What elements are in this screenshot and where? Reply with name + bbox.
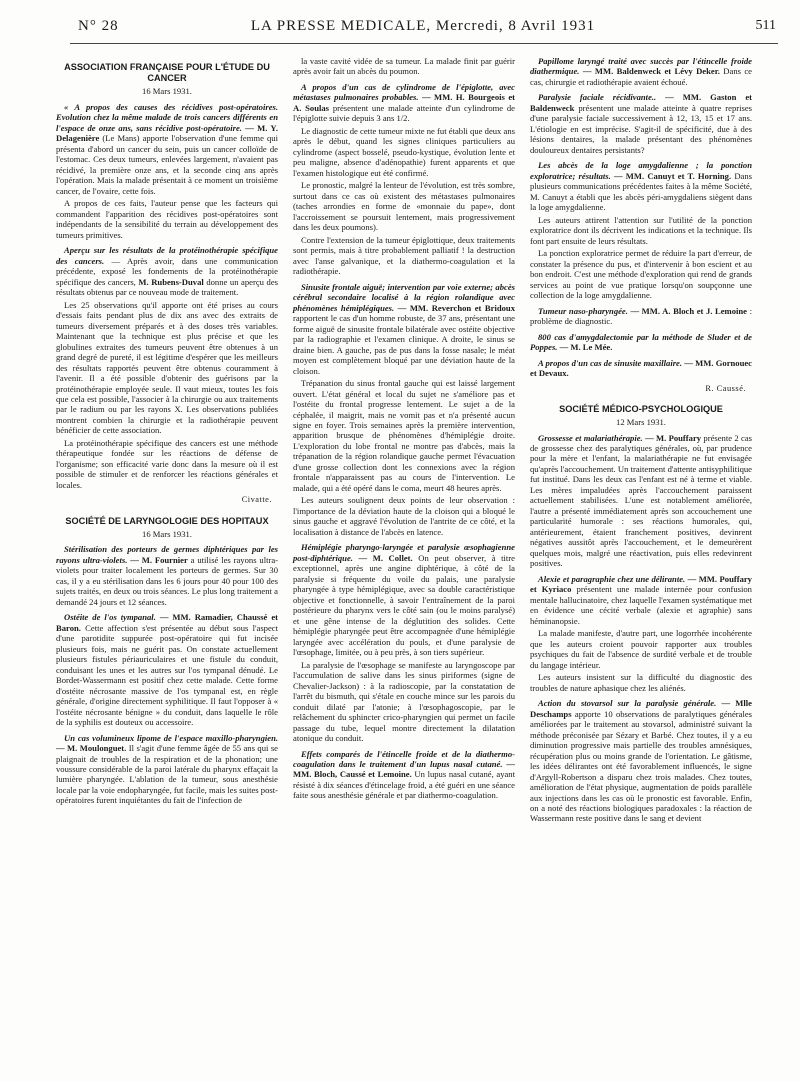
entry-title: A propos d'un cas de sinusite maxillaire. <box>538 357 683 368</box>
entry-authors: — M. Y. Delagenière <box>56 122 278 144</box>
entry-title: Tumeur naso-pharyngée. <box>538 305 628 316</box>
report-entry <box>530 92 752 155</box>
entry-paragraph: A propos de ces faits, l'auteur pense que les facteurs qui commandent l'apparition des récidives post-opératoires sont indépendants de la sensibilité du terrain au développement des tumeurs primitives. <box>56 198 278 240</box>
column-3 <box>530 56 752 829</box>
entry-body: Cette affection s'est présentée au début sous l'aspect d'une parotidite suppurée post-opératoire qui fut incisée plusieurs fois, mais ne guérit pas. On constate actuellement plusieurs fistules périauriculaires et une fistule du conduit, conduisant les unes et les autres sur l'os tympanal dénudé. Le Bordet-Wassermann est positif chez cette malade. Cette forme d'ostéite nécrosante massive de l'os tympanal est, en règle générale, d'origine directement syphilitique. Il faut l'opposer à « l'ostéite nécrosante bénigne » du conduit, dans laquelle le rôle de la syphilis est douteux ou accessoire. <box>56 622 278 728</box>
entry-authors: — MM. Ramadier, Chaussé et Baron. <box>56 612 278 633</box>
entry-body: présentent une malade atteinte à quatre reprises d'une paralysie faciale successivement à 12, 13, 15 et 17 ans. L'étiologie en est imprécise. S'agit-il de spécificité, due à des lésions dentaires, la malade présentant des phénomènes douloureux dentaires persistants? <box>530 102 752 155</box>
entry-paragraph: La ponction exploratrice permet de réduire la part d'erreur, de constater la présence du pus, et d'intervenir à bon escient et au bon endroit. C'est une méthode d'exploration qui rend de grands services au point de vue pratique lorsqu'on soupçonne une collection de la loge amygdalienne. <box>530 248 752 301</box>
entry-authors: — MM. Gaston et Baldenweck <box>530 92 752 113</box>
entry-body: — Après avoir, dans une communication précédente, exposé les fondements de la protéinothérapie spécifique des cancers, <box>56 255 279 287</box>
report-entry <box>530 574 752 693</box>
issue-number: N° 28 <box>78 18 119 34</box>
entry-authors: — Mlle Deschamps <box>530 698 752 719</box>
header-rule <box>70 43 778 44</box>
entry-authors: — M. Collet. <box>358 552 413 563</box>
report-entry <box>56 733 278 806</box>
entry-title: Les abcès de la loge amygdalienne ; la ponction exploratrice; résultats. <box>530 160 752 181</box>
report-entry <box>530 56 752 87</box>
entry-authors: — MM. Baldenweck et Lévy Deker. <box>582 66 720 77</box>
entry-body: présentent une malade atteinte d'un cylindrome de l'épiglotte suivie depuis 3 ans 1/2. <box>293 102 516 124</box>
entry-title: Stérilisation des porteurs de germes diphtériques par les rayons ultra-violets. <box>56 544 278 565</box>
report-entry <box>56 102 278 240</box>
entry-body: la vaste cavité vidée de sa tumeur. La malade finit par guérir après avoir fait un abcès du poumon. <box>293 56 515 77</box>
entry-title: Sinusite frontale aiguë; intervention par voie externe; abcès cérébral secondaire localisé à la région rolandique avec phénomènes hémiplégiques. <box>293 281 515 313</box>
report-entry <box>56 544 278 607</box>
entry-authors: — MM. Bloch, Caussé et Lemoine. <box>293 759 515 780</box>
entry-paragraph: Le pronostic, malgré la lenteur de l'évolution, est très sombre, surtout dans ce cas où existent des métastases pulmonaires (taches arrondies en forme de «monnaie du pape», dont l'accroissement se poursuit lentement, mais progressivement dans les deux poumons). <box>293 180 515 233</box>
entry-body: a utilisé les rayons ultra-violets pour traiter localement les porteurs de germes. Sur 30 cas, il y a eu stérilisation dans les 6 jours pour 40 pour 100 des sujets traités, en deux ou trois séances. Le plus long traitement a demandé 24 jours et 12 séances. <box>56 554 279 607</box>
report-entry <box>530 306 752 327</box>
session-date: 16 Mars 1931. <box>142 528 192 539</box>
entry-paragraph: Le diagnostic de cette tumeur mixte ne fut établi que deux ans après le début, quand les signes cliniques particuliers au cylindrome (aspect bosselé, pseudo-kystique, évolution lente et peu maligne, absence d'adénopathie) furent apparents et que l'examen histologique eut été confirmé. <box>293 125 515 178</box>
entry-body: Il s'agit d'une femme âgée de 55 ans qui se plaignait de troubles de la respiration et de la phonation; une voussure considérable de la paroi latérale du pharynx effaçait la lumière pharyngée. L'ablation de la tumeur, sous anesthésie locale par la voie endopharyngée, fut facile, mais les suites post-opératoires furent inquiétantes du fait de l'infection de <box>56 743 278 806</box>
entry-paragraph: La protéinothérapie spécifique des cancers est une méthode thérapeutique fondée sur les réactions de défense de l'organisme; son efficacité varie donc dans la mesure où il est possible de stimuler et de renforcer les réactions générales et locales. <box>56 437 278 490</box>
entry-body: présente 2 cas de grossesse chez des paralytiques générales, où, par prudence pour la mère et l'enfant, la malariathérapie ne fut envisagée qu'après l'accouchement. Un traitement d'attente antisyphilitique fut institué. Dans les deux cas l'enfant est né à terme et viable. Les mères impaludées après l'accouchement paraissent actuellement stabilisées. L'une est notablement améliorée, l'autre a présenté immédiatement après son accouchement une particularité humorale : ses réactions humorales, qui, antérieurement, étaient franchement positives, devinrent négatives aussitôt après l'accouchement, et le demeurèrent quelques mois, malgré une réactivation, puis elles redevinrent positives. <box>530 432 752 569</box>
entry-paragraph: Les auteurs insistent sur la difficulté du diagnostic des troubles de nature aphasique chez les aliénés. <box>530 672 752 693</box>
signature: Civatte. <box>241 495 272 505</box>
entry-title: Alexie et paragraphie chez une délirante. <box>538 573 686 584</box>
society-title: ASSOCIATION FRANÇAISE POUR L'ÉTUDE DU CANCER <box>64 62 270 84</box>
entry-title: « A propos des causes des récidives post-opératoires. Evolution chez la même malade de trois cancers différents en l'espace de onze ans, sans récidive post-opératoire. <box>56 101 278 133</box>
entry-body: : problème de diagnostic. <box>530 305 752 327</box>
column-2 <box>293 56 515 806</box>
entry-body: rapportent le cas d'un homme robuste, de 37 ans, présentant une forme aiguë de sinusite frontale bilatérale avec ostéite objective par la radiographie et l'examen clinique. A droite, le sinus se draine bien. A gauche, pas de pus dans la fosse nasale; le méat moyen est complètement bloqué par une déviation haute de la cloison. <box>293 313 515 376</box>
entry-body: apporte 10 observations de paralytiques générales améliorées par le traitement au stovarsol, administré suivant la méthode préconisée par Sézary et Barbé. Chez toutes, il y a eu diminution progressive mais partielle des troubles amnésiques, récupération plus ou moins grande de l'orientation. Le gâtisme, les idées délirantes ont été favorablement influencés, le signe d'Argyll-Robertson a disparu chez trois malades. Chez toutes, amélioration de l'état physique, augmentation de poids parallèle aux injections dans les cas où le pronostic est favorable. Enfin, on a noté des réactions biologiques paradoxales : la réaction de Wassermann reste positive dans le sang et devient <box>530 708 752 824</box>
report-entry <box>293 542 515 743</box>
entry-title: A propos d'un cas de cylindrome de l'épiglotte, avec métastases pulmonaires probables. <box>293 81 515 103</box>
society-title: SOCIÉTÉ MÉDICO-PSYCHOLOGIQUE <box>559 403 723 414</box>
entry-authors: — M. Fournier <box>130 554 188 565</box>
page-header <box>70 18 776 38</box>
entry-paragraph: Les auteurs soulignent deux points de leur observation : l'importance de la déviation haute de la cloison qui a bloqué le sinus gauche et aggravé l'évolution de l'antrite de ce côté, et la localisation à distance de l'abcès en latence. <box>293 495 515 537</box>
report-entry <box>530 332 752 353</box>
entry-authors: — M. Pouffary <box>645 432 702 443</box>
society-title: SOCIÉTÉ DE LARYNGOLOGIE DES HOPITAUX <box>65 515 269 526</box>
session-date: 16 Mars 1931. <box>142 86 192 97</box>
report-entry <box>293 282 515 538</box>
entry-title: Effets comparés de l'étincelle froide et de la diathermo-coagulation dans le traitement d'un lupus nasal cutané. <box>293 748 515 769</box>
report-entry <box>530 433 752 569</box>
entry-authors: — M. Moulonguet. <box>56 743 127 754</box>
entry-authors: — MM. Canuyt et T. Horning. <box>613 170 732 181</box>
entry-body: Un lupus nasal cutané, ayant résisté à dix séances d'étincelage froid, a été guéri en une séance faite sous anesthésie générale et par diathermo-coagulation. <box>293 769 515 801</box>
report-entry <box>530 160 752 300</box>
entry-paragraph: Contre l'extension de la tumeur épiglottique, deux traitements sont permis, mais à titre probablement palliatif ! la destruction avec l'anse galvanique, et la diathermo-coagulation et la radiothérapie. <box>293 234 515 277</box>
entry-paragraph: Trépanation du sinus frontal gauche qui est laissé largement ouvert. L'état général et local du sujet ne s'améliore pas et l'ostéite du frontal progresse lentement. Le sujet a de la céphalée, il maigrit, mais ne vomit pas et n'a présenté aucun signe en foyer. Trois semaines après la première intervention, apparition brusque de phénomènes d'hémiplégie droite. L'exploration du lobe frontal ne montre pas d'abcès, mais la trépanation de la région rolandique gauche permet l'évacuation d'une grosse collection dont les connexions avec la région frontale n'apparaissent pas au cours de l'intervention. Le malade, qui a été opéré dans le coma, meurt 48 heures après. <box>293 378 515 493</box>
entry-authors: — MM. Gornouec et Devaux. <box>530 357 752 379</box>
entry-body: Dans ce cas, chirurgie et radiothérapie avaient échoué. <box>530 66 752 87</box>
entry-paragraph: La paralysie de l'œsophage se manifeste au laryngoscope par l'accumulation de salive dans les sinus piriformes (signe de Chevalier-Jackson) : à la radioscopie, par la constatation de l'arrêt du bismuth, qui s'étale en couche mince sur les parois du conduit dilaté par l'atonie; à l'œsophagoscopie, par le relâchement du sphincter crico-pharyngien qui permet un facile passage du tube, lequel montre directement la dilatation atonique du conduit. <box>293 659 515 744</box>
report-entry <box>530 698 752 824</box>
entry-title: Hémiplégie pharyngo-laryngée et paralysie œsophagienne post-diphtérique. <box>293 542 515 563</box>
entry-title: Paralysie faciale récidivante.. <box>538 92 657 103</box>
entry-body: (Le Mans) apporte l'observation d'une femme qui présenta d'abord un cancer du sein, puis un cancer colloïde de l'estomac. Ces deux tumeurs, enlevées largement, n'avaient pas récidivé, la première onze ans, et la seconde cinq ans après l'opération. Mais la malade présentait à ce moment un troisième cancer, de l'ovaire, cette fois. <box>56 133 278 196</box>
entry-title: Action du stovarsol sur la paralysie générale. <box>538 698 717 709</box>
entry-body: donne un aperçu des résultats obtenus par ce nouveau mode de traitement. <box>56 276 278 298</box>
entry-authors: — MM. Reverchon et Bridoux <box>397 302 515 313</box>
entry-authors: — MM. Pouffary et Kyriaco <box>530 573 752 595</box>
column-1 <box>56 56 278 811</box>
entry-body: On peut observer, à titre exceptionnel, après une angine diphtérique, à côté de la paralysie si fréquente du voile du palais, une paralysie pharyngée à type hémiplégique, avec sa double caractéristique objective et fonctionnelle, à savoir l'entraînement de la paroi postérieure du pharynx vers le côté sain (ou le moins paralysé) et une gêne intense de la déglutition des solides. Cette hémiplégie pharyngée peut être accompagnée d'une hémiplégie laryngée avec accélération du pouls, et d'une paralysie de l'œsophage, limitée, ou à peu près, à son tiers supérieur. <box>293 552 515 658</box>
entry-title: 800 cas d'amygdalectomie par la méthode de Sluder et de Poppes. <box>530 331 752 353</box>
report-entry <box>56 245 278 490</box>
entry-title: Ostéite de l'os tympanal. <box>64 612 156 623</box>
entry-authors: M. Rubens-Duval <box>138 276 204 287</box>
entry-paragraph: Les auteurs attirent l'attention sur l'utilité de la ponction exploratrice dont ils décrivent les indications et la technique. Ils font part ensuite de leurs résultats. <box>530 214 752 246</box>
entry-paragraph: Les 25 observations qu'il apporte ont été prises au cours d'essais faits pendant plus de dix ans avec des extraits de tumeurs diversement préparés et à des doses très variables. Maintenant que la technique est plus précise et que les globulines extraites des tumeurs peuvent être obtenues à un grand degré de pureté, il est légitime d'espérer que les meilleurs des résultats rapportés peuvent être obtenus couramment à l'avenir. Il a été possible d'obtenir des guérisons par la protéinothérapie employée seule. Il vaut mieux, toutes les fois que cela est possible, l'associer à la chirurgie ou aux traitements par le radium ou par les rayons X. Les observations publiées montrent combien la chirurgie et la radiothérapie peuvent bénéficier de cette association. <box>56 299 278 436</box>
entry-paragraph: La malade manifeste, d'autre part, une logorrhée incohérente que les auteurs croient pouvoir rapporter aux troubles psychiques du fait de l'absence de surdité verbale et de trouble du langage intérieur. <box>530 628 752 670</box>
report-entry <box>530 358 752 379</box>
journal-title: LA PRESSE MEDICALE, Mercredi, 8 Avril 1931 <box>250 18 596 34</box>
report-entry <box>293 82 515 277</box>
signature: R. Caussé. <box>705 383 746 393</box>
entry-authors: — MM. H. Bourgeois et A. Soulas <box>293 92 515 113</box>
report-entry-continued <box>293 56 515 77</box>
entry-authors: — MM. A. Bloch et J. Lemoine <box>630 305 747 316</box>
entry-title: Un cas volumineux lipome de l'espace maxillo-pharyngien. <box>64 732 278 743</box>
entry-authors: — M. Le Mée. <box>559 342 613 353</box>
report-entry <box>293 749 515 801</box>
entry-body: présentent une malade internée pour confusion mentale hallucinatoire, chez laquelle l'examen systématique met en évidence une cécité verbale (alexie et agraphie) sans héminanopsie. <box>530 584 752 626</box>
entry-title: Aperçu sur les résultats de la protéinothérapie spécifique des cancers. <box>56 245 278 266</box>
page-number: 511 <box>755 18 776 33</box>
entry-title: Papillome laryngé traité avec succès par l'étincelle froide diathermique. <box>530 56 752 77</box>
entry-title: Grossesse et malariathérapie. <box>538 432 643 443</box>
report-entry <box>56 612 278 727</box>
entry-body: Dans plusieurs communications précédentes faites à la même Société, M. Canuyt a établi que les abcès péri-amygdaliens siègent dans la loge amygdalienne. <box>530 170 752 213</box>
session-date: 12 Mars 1931. <box>616 417 666 428</box>
